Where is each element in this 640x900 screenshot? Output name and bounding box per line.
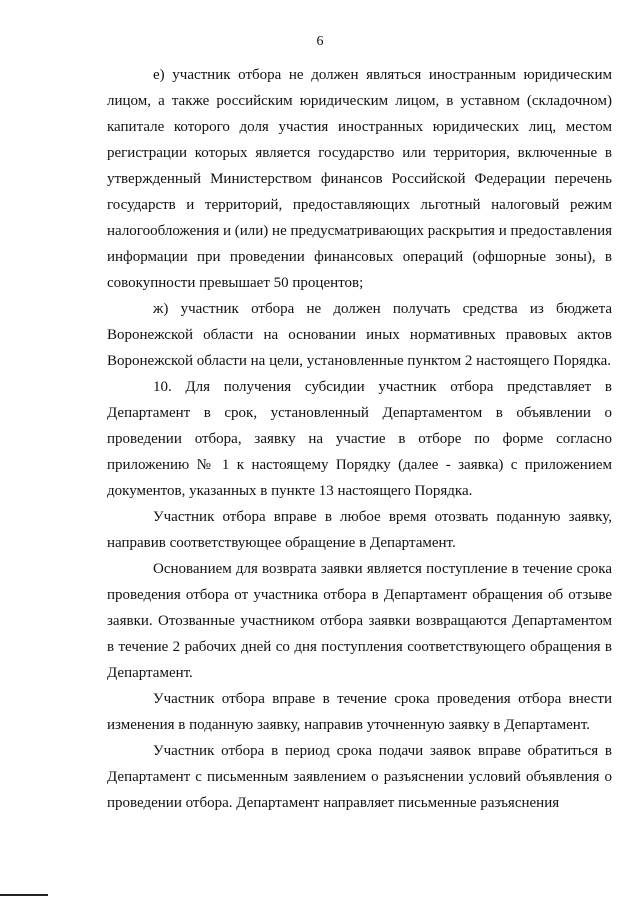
document-body [107, 62, 612, 816]
paragraph-withdraw: Участник отбора вправе в любое время отозвать поданную заявку, направив соответствующее обращение в Департамент. [107, 509, 612, 551]
footer-rule [0, 894, 48, 896]
paragraph-10: 10. Для получения субсидии участник отбора представляет в Департамент в срок, установленный Департаментом в объявлении о проведении отбора, заявку на участие в отборе по форме согласно приложению № 1 к настоящему Порядку (далее - заявка) с приложением документов, указанных в пункте 13 настоящего Порядка. [107, 379, 612, 499]
paragraph-e: е) участник отбора не должен являться иностранным юридическим лицом, а также российским юридическим лицом, в уставном (складочном) капитале которого доля участия иностранных юридических лиц, местом регистрации которых является государство или территория, включенные в утвержденный Министерством финансов Российской Федерации перечень государств и территорий, предоставляющих льготный налоговый режим налогообложения и (или) не предусматривающих раскрытия и предоставления информации при проведении финансовых операций (офшорные зоны), в совокупности превышает 50 процентов; [107, 67, 612, 291]
paragraph-zh: ж) участник отбора не должен получать средства из бюджета Воронежской области на основании иных нормативных правовых актов Воронежской области на цели, установленные пунктом 2 настоящего Порядка. [107, 301, 612, 369]
paragraph-return-basis: Основанием для возврата заявки является поступление в течение срока проведения отбора от участника отбора в Департамент обращения об отзыве заявки. Отозванные участником отбора заявки возвращаются Департаментом в течение 2 рабочих дней со дня поступления соответствующего обращения в Департамент. [107, 561, 612, 681]
page-number: 6 [316, 34, 324, 49]
paragraph-amend: Участник отбора вправе в течение срока проведения отбора внести изменения в поданную заявку, направив уточненную заявку в Департамент. [107, 691, 612, 733]
paragraph-clarification: Участник отбора в период срока подачи заявок вправе обратиться в Департамент с письменным заявлением о разъяснении условий объявления о проведении отбора. Департамент направляет письменные разъяснения [107, 743, 612, 811]
